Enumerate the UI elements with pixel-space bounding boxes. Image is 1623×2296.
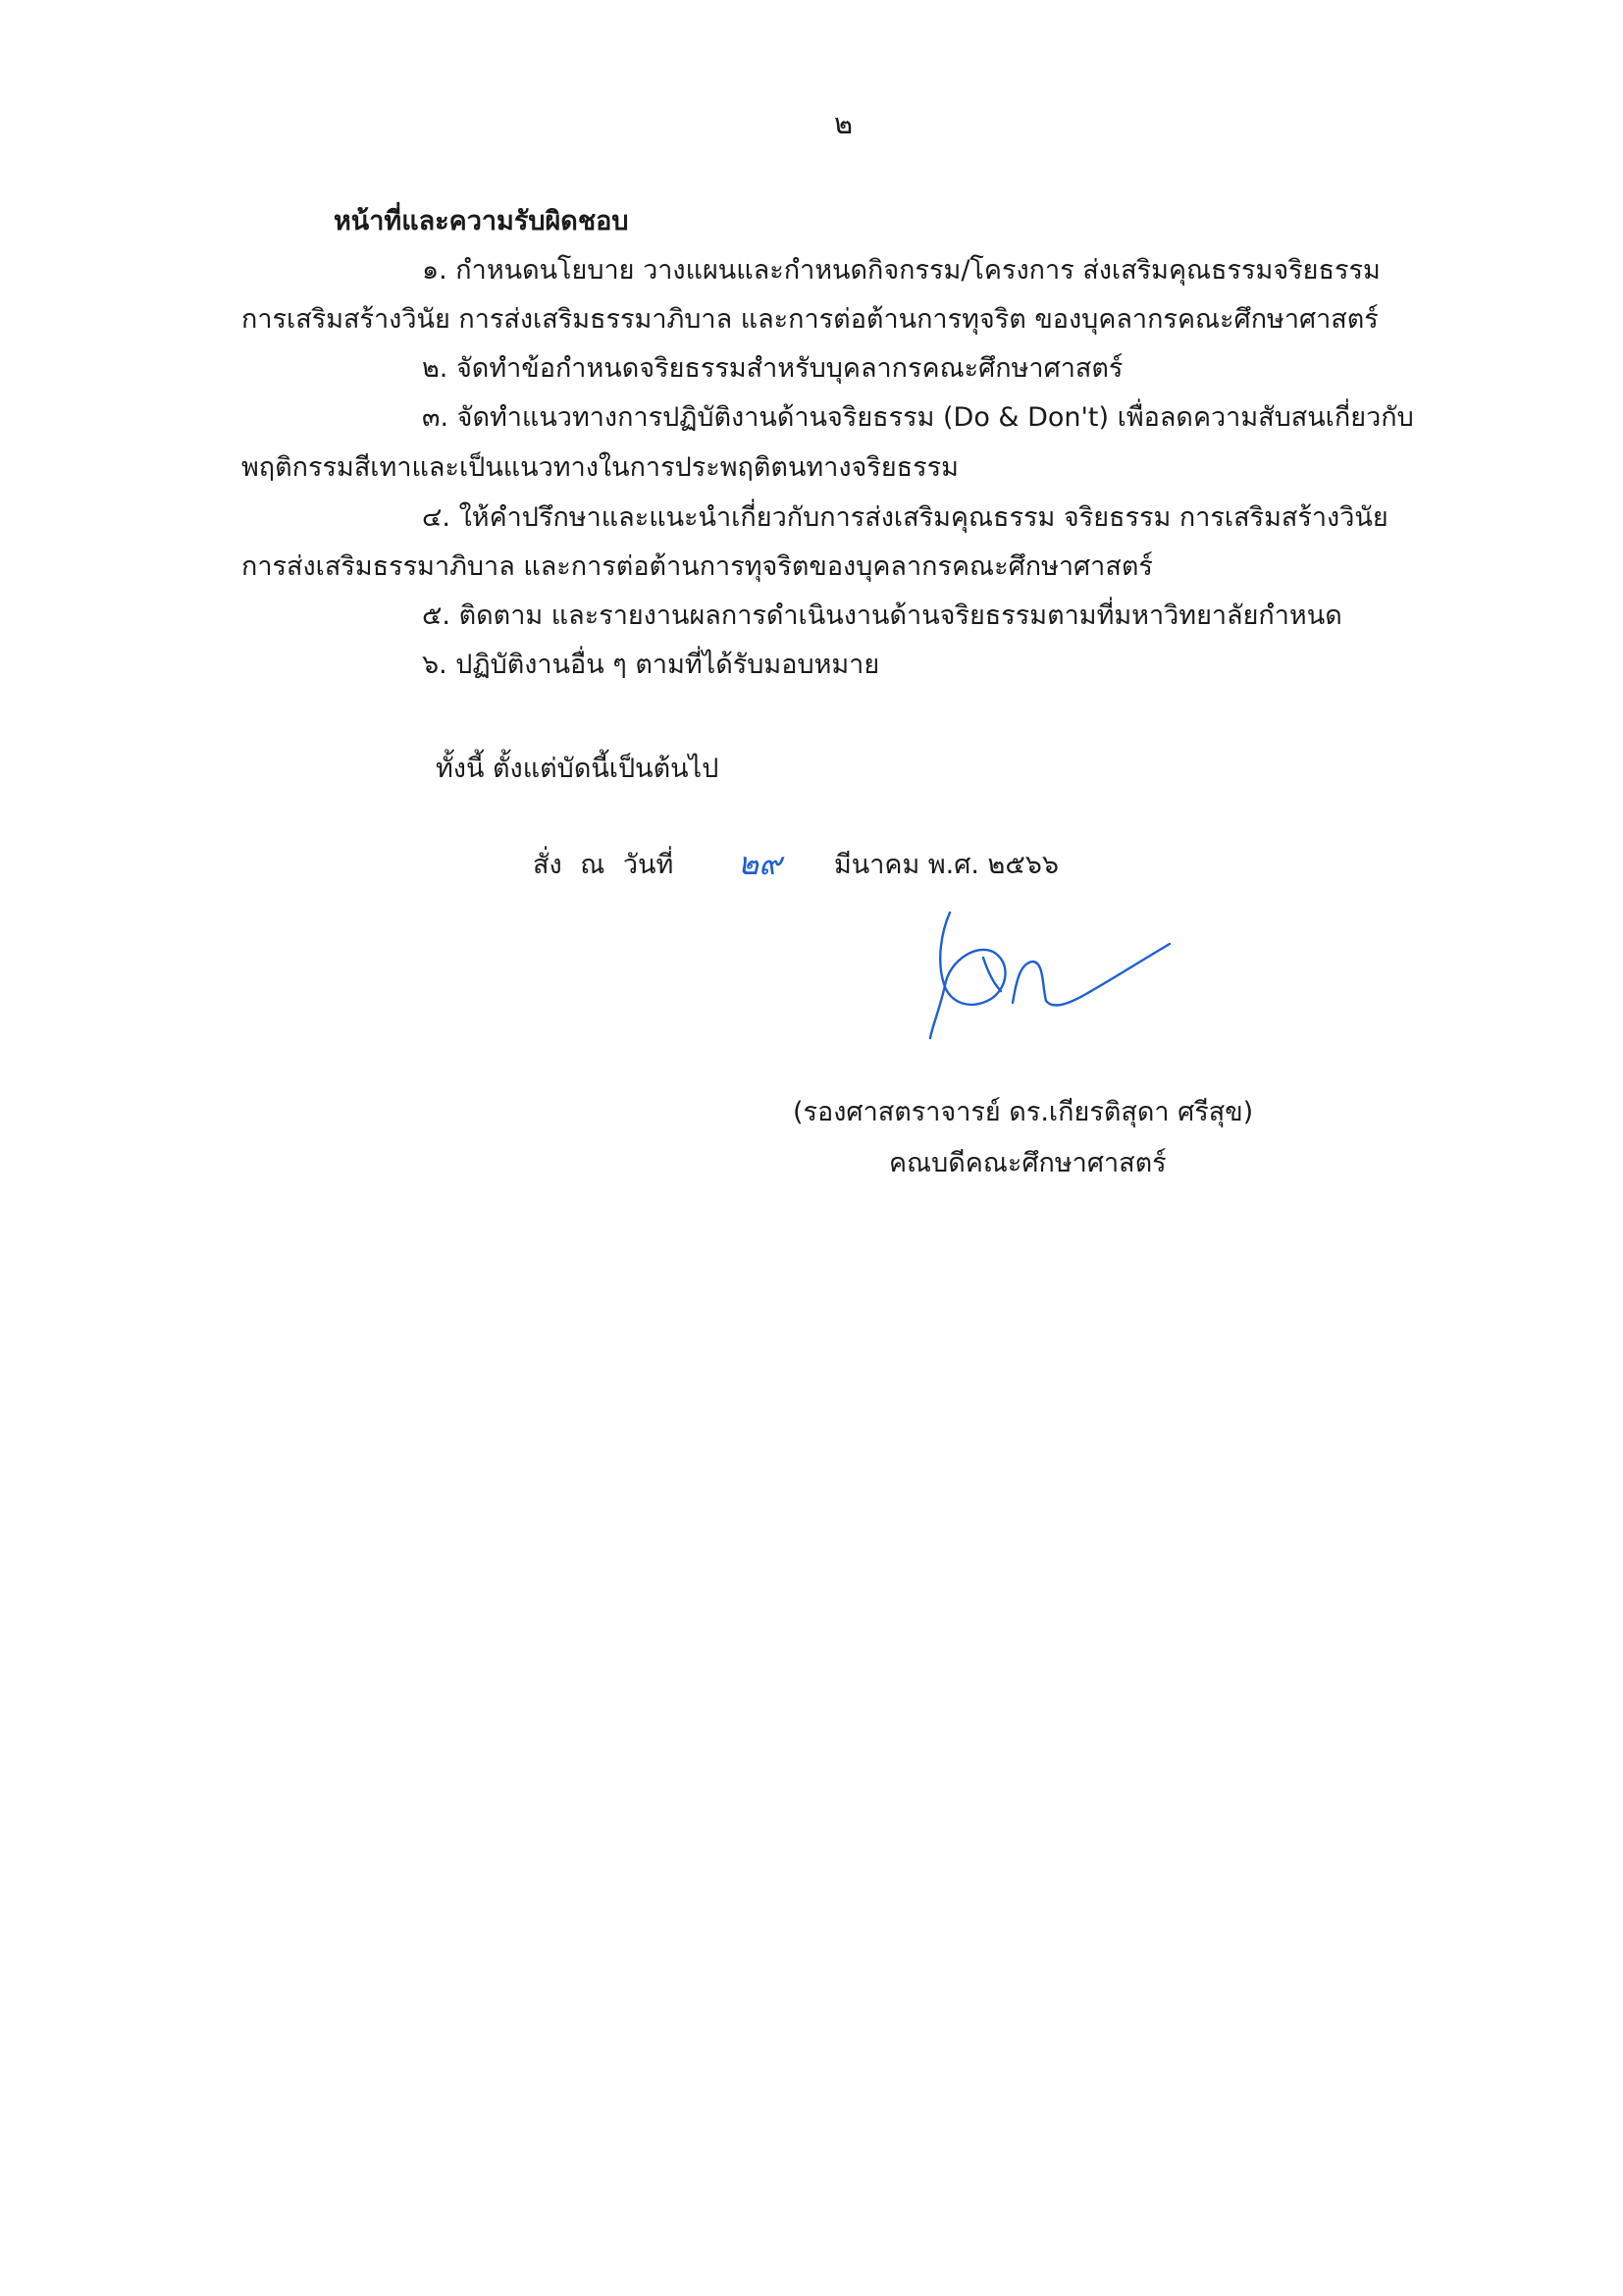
order-date-label: สั่ง ณ วันที่ — [533, 850, 674, 880]
signer-name: (รองศาสตราจารย์ ดร.เกียรติสุดา ศรีสุข) — [793, 1097, 1254, 1127]
duty-item-1: ๑. กำหนดนโยบาย วางแผนและกำหนดกิจกรรม/โครงการ ส่งเสริมคุณธรรมจริยธรรม — [422, 255, 1381, 286]
duty-item-2: ๒. จัดทำข้อกำหนดจริยธรรมสำหรับบุคลากรคณะศึกษาศาสตร์ — [422, 353, 1124, 384]
duty-item-3: ๓. จัดทำแนวทางการปฏิบัติงานด้านจริยธรรม (Do & Don't) เพื่อลดความสับสนเกี่ยวกับ — [422, 402, 1414, 433]
duty-item-5: ๕. ติดตาม และรายงานผลการดำเนินงานด้านจริยธรรมตามที่มหาวิทยาลัยกำหนด — [422, 600, 1342, 631]
duty-item-1-continuation: การเสริมสร้างวินัย การส่งเสริมธรรมาภิบาล และการต่อต้านการทุจริต ของบุคลากรคณะศึกษาศาสตร์ — [241, 304, 1379, 335]
duty-item-4: ๔. ให้คำปรึกษาและแนะนำเกี่ยวกับการส่งเสริมคุณธรรม จริยธรรม การเสริมสร้างวินัย — [422, 502, 1388, 533]
duty-item-3-continuation: พฤติกรรมสีเทาและเป็นแนวทางในการประพฤติตนทางจริยธรรม — [241, 452, 959, 483]
duty-item-6: ๖. ปฏิบัติงานอื่น ๆ ตามที่ได้รับมอบหมาย — [422, 650, 880, 680]
order-date-month-year: มีนาคม พ.ศ. ๒๕๖๖ — [834, 850, 1060, 880]
page-number: ๒ — [834, 107, 854, 140]
order-date-day: ๒๙ — [738, 845, 782, 882]
handwritten-signature — [922, 901, 1178, 1048]
closing-statement: ทั้งนี้ ตั้งแต่บัดนี้เป็นต้นไป — [436, 754, 719, 784]
section-heading: หน้าที่และความรับผิดชอบ — [334, 206, 629, 236]
signer-title: คณบดีคณะศึกษาศาสตร์ — [889, 1148, 1167, 1178]
duty-item-4-continuation: การส่งเสริมธรรมาภิบาล และการต่อต้านการทุจริตของบุคลากรคณะศึกษาศาสตร์ — [241, 551, 1153, 582]
order-date-line — [0, 845, 1623, 891]
